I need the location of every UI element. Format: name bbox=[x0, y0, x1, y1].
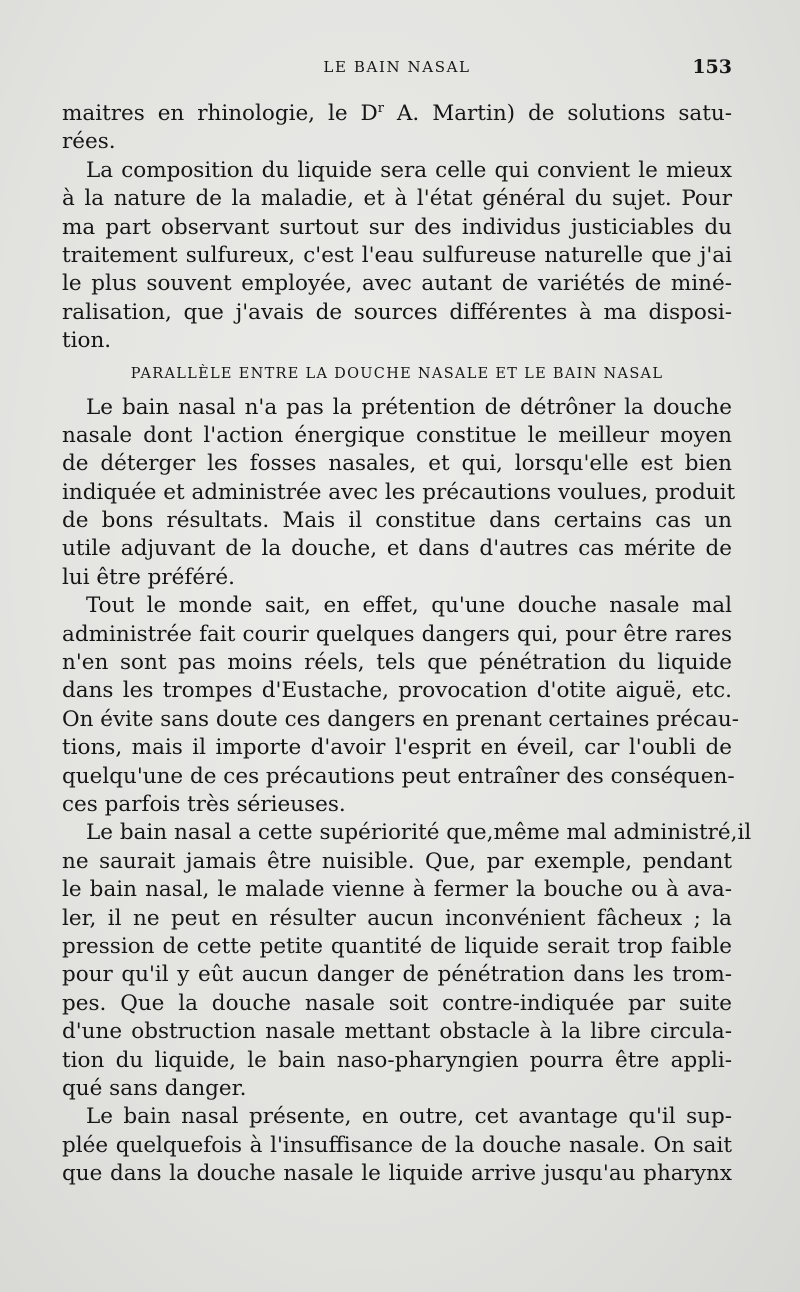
text-line: qué sans danger. bbox=[62, 1075, 247, 1101]
text-line: à la nature de la maladie, et à l'état général du sujet. Pour bbox=[62, 186, 732, 212]
text-line: quelqu'une de ces précautions peut entraîner des conséquen- bbox=[62, 763, 735, 789]
text-line: Le bain nasal présente, en outre, cet avantage qu'il sup- bbox=[86, 1104, 732, 1130]
text-line: que dans la douche nasale le liquide arrive jusqu'au pharynx bbox=[62, 1161, 732, 1187]
text-line: La composition du liquide sera celle qui convient le mieux bbox=[86, 157, 732, 183]
text-line: maitres en rhinologie, le $D^r$ A. Martin) de solutions satu- bbox=[62, 100, 732, 126]
paragraph bbox=[62, 1103, 732, 1188]
body-text bbox=[62, 100, 752, 1188]
text-line: n'en sont pas moins réels, tels que pénétration du liquide bbox=[62, 650, 732, 676]
paragraph bbox=[62, 819, 752, 1103]
text-line: administrée fait courir quelques dangers qui, pour être rares bbox=[62, 621, 732, 647]
text-line: Le bain nasal a cette supériorité que,même mal administré,il bbox=[86, 820, 752, 846]
text-line: ler, il ne peut en résulter aucun inconvénient fâcheux ; la bbox=[62, 905, 732, 931]
text-line: plée quelquefois à l'insuffisance de la douche nasale. On sait bbox=[62, 1132, 732, 1158]
text-line: Tout le monde sait, en effet, qu'une douche nasale mal bbox=[86, 593, 732, 619]
text-line: tion du liquide, le bain naso-pharyngien pourra être appli- bbox=[62, 1047, 732, 1073]
running-head: LE BAIN NASAL bbox=[323, 58, 471, 76]
text-line: pression de cette petite quantité de liquide serait trop faible bbox=[62, 933, 732, 959]
text-line: pes. Que la douche nasale soit contre-indiquée par suite bbox=[62, 990, 732, 1016]
text-line: ralisation, que j'avais de sources différentes à ma disposi- bbox=[62, 299, 732, 325]
text-line: traitement sulfureux, c'est l'eau sulfureuse naturelle que j'ai bbox=[62, 242, 732, 268]
paragraph bbox=[62, 592, 739, 819]
text-line: pour qu'il y eût aucun danger de pénétration dans les trom- bbox=[62, 962, 732, 988]
text-line: ma part observant surtout sur des individus justiciables du bbox=[62, 214, 732, 240]
text-line: d'une obstruction nasale mettant obstacle à la libre circula- bbox=[62, 1019, 732, 1045]
page-number: 153 bbox=[692, 56, 732, 78]
text-line: nasale dont l'action énergique constitue le meilleur moyen bbox=[62, 422, 732, 448]
paragraph bbox=[62, 394, 736, 593]
page-header bbox=[62, 58, 732, 84]
text-line: rées. bbox=[62, 129, 116, 155]
text-line: dans les trompes d'Eustache, provocation d'otite aiguë, etc. bbox=[62, 678, 732, 704]
text-line: lui être préféré. bbox=[62, 564, 235, 590]
text-line: le plus souvent employée, avec autant de variétés de miné- bbox=[62, 271, 732, 297]
superscript: r bbox=[377, 100, 384, 116]
section-heading: PARALLÈLE ENTRE LA DOUCHE NASALE ET LE BAIN NASAL bbox=[130, 365, 664, 382]
text-line: utile adjuvant de la douche, et dans d'autres cas mérite de bbox=[62, 536, 732, 562]
paragraph bbox=[62, 157, 732, 356]
text-line: On évite sans doute ces dangers en prenant certaines précau- bbox=[62, 706, 739, 732]
text-line: tion. bbox=[62, 328, 112, 354]
text-line: ne saurait jamais être nuisible. Que, par exemple, pendant bbox=[62, 848, 732, 874]
text-line: de bons résultats. Mais il constitue dans certains cas un bbox=[62, 508, 732, 534]
text-line: de déterger les fosses nasales, et qui, lorsqu'elle est bien bbox=[62, 451, 732, 477]
text-line: le bain nasal, le malade vienne à fermer la bouche ou à ava- bbox=[62, 877, 732, 903]
text-line: tions, mais il importe d'avoir l'esprit en éveil, car l'oubli de bbox=[62, 735, 732, 761]
text-line: Le bain nasal n'a pas la prétention de détrôner la douche bbox=[86, 394, 732, 420]
text-line: indiquée et administrée avec les précautions voulues, produit bbox=[62, 479, 736, 505]
paragraph bbox=[62, 100, 732, 157]
text-line: ces parfois très sérieuses. bbox=[62, 791, 346, 817]
